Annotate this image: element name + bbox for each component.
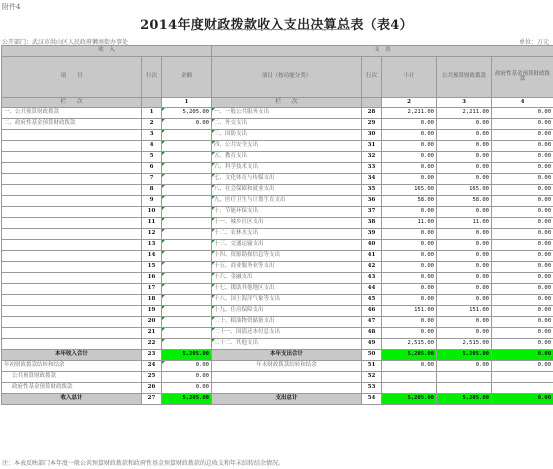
left-item — [2, 306, 142, 317]
table-row — [2, 207, 553, 218]
expense-item: 十八、国土海洋气象等支出 — [212, 295, 362, 306]
left-row-no: 6 — [142, 163, 162, 174]
expense-row-no: 29 — [362, 119, 382, 130]
expense-row-no: 48 — [362, 328, 382, 339]
sub2-no: 26 — [142, 383, 162, 394]
sub2-right-blank — [212, 383, 362, 394]
expense-row-no: 43 — [362, 273, 382, 284]
expense-general: 0.00 — [437, 328, 492, 339]
table-row — [2, 163, 553, 174]
expense-subtotal: 0.00 — [382, 328, 437, 339]
budget-table — [1, 45, 553, 405]
expense-subtotal: 58.00 — [382, 196, 437, 207]
expense-general: 0.00 — [437, 317, 492, 328]
end-balance-fund: 0.00 — [492, 361, 553, 372]
expense-fund: 0.00 — [492, 218, 553, 229]
expense-general: 165.00 — [437, 185, 492, 196]
end-balance-label: 年末财政拨款结转和结余 — [212, 361, 362, 372]
expense-row-no: 39 — [362, 229, 382, 240]
sub1-label: 公共预算财政拨款 — [2, 372, 142, 383]
expense-item: 十三、交通运输支出 — [212, 240, 362, 251]
grand-expense-fund: 0.00 — [492, 394, 553, 405]
table-row — [2, 284, 553, 295]
expense-total-label: 本年支出合计 — [212, 350, 362, 361]
left-row-no: 1 — [142, 108, 162, 119]
sub2-c2 — [382, 383, 437, 394]
col-num-1: 1 — [162, 98, 212, 108]
grand-expense-subtotal: 5,205.00 — [382, 394, 437, 405]
annex-label: 附件4 — [2, 3, 21, 11]
table-row — [2, 185, 553, 196]
expense-item: 十五、商业服务业等支出 — [212, 262, 362, 273]
expense-fund: 0.00 — [492, 295, 553, 306]
expense-subtotal: 0.00 — [382, 317, 437, 328]
exp-row-header: 行次 — [362, 57, 382, 98]
expense-general: 11.00 — [437, 218, 492, 229]
left-item — [2, 229, 142, 240]
expense-row-no: 37 — [362, 207, 382, 218]
expense-item: 五、教育支出 — [212, 152, 362, 163]
left-amount[interactable] — [162, 273, 212, 284]
table-row — [2, 328, 553, 339]
income-total-label: 本年收入合计 — [2, 350, 142, 361]
expense-row-no: 38 — [362, 218, 382, 229]
expense-subtotal: 0.00 — [382, 141, 437, 152]
expense-row-no: 47 — [362, 317, 382, 328]
left-item — [2, 284, 142, 295]
expense-general: 0.00 — [437, 251, 492, 262]
left-amount[interactable] — [162, 306, 212, 317]
expense-subtotal: 0.00 — [382, 262, 437, 273]
expense-general: 0.00 — [437, 174, 492, 185]
expense-item: 九、医疗卫生与计划生育支出 — [212, 196, 362, 207]
sub1-right-no: 52 — [362, 372, 382, 383]
expense-item: 十四、资源勘探信息等支出 — [212, 251, 362, 262]
left-item — [2, 251, 142, 262]
left-item — [2, 185, 142, 196]
grand-income-amount: 5,205.00 — [162, 394, 212, 405]
expense-fund: 0.00 — [492, 262, 553, 273]
left-row-no: 22 — [142, 339, 162, 350]
expense-fund: 0.00 — [492, 185, 553, 196]
left-row-no: 17 — [142, 284, 162, 295]
expense-row-no: 31 — [362, 141, 382, 152]
table-row — [2, 262, 553, 273]
amount-header: 金额 — [162, 57, 212, 98]
left-row-no: 20 — [142, 317, 162, 328]
sub2-amount[interactable]: 0.00 — [162, 383, 212, 394]
grand-expense-label: 支出总计 — [212, 394, 362, 405]
expense-subtotal: 0.00 — [382, 251, 437, 262]
expense-general: 0.00 — [437, 152, 492, 163]
grand-expense-no: 54 — [362, 394, 382, 405]
expense-subtotal: 0.00 — [382, 229, 437, 240]
expense-item: 二、外交支出 — [212, 119, 362, 130]
left-row-no: 9 — [142, 196, 162, 207]
income-total-amount: 5,205.00 — [162, 350, 212, 361]
left-item — [2, 273, 142, 284]
item-header: 项 目 — [2, 57, 142, 98]
table-row — [2, 306, 553, 317]
expense-total-general: 5,205.00 — [437, 350, 492, 361]
expense-item: 十六、金融支出 — [212, 273, 362, 284]
expense-total-no: 50 — [362, 350, 382, 361]
expense-fund: 0.00 — [492, 229, 553, 240]
general-budget-header: 公共预算财政拨款 — [437, 57, 492, 98]
expense-fund: 0.00 — [492, 196, 553, 207]
table-row — [2, 240, 553, 251]
left-item — [2, 339, 142, 350]
left-amount[interactable] — [162, 141, 212, 152]
table-row — [2, 119, 553, 130]
subtotal-header: 小计 — [382, 57, 437, 98]
sub2-label: 政府性基金预算财政拨款 — [2, 383, 142, 394]
expense-subtotal: 0.00 — [382, 207, 437, 218]
expense-general: 0.00 — [437, 284, 492, 295]
expense-item: 七、文化体育与传媒支出 — [212, 174, 362, 185]
expense-subtotal: 165.00 — [382, 185, 437, 196]
table-row — [2, 229, 553, 240]
col-label: 栏 次 — [2, 98, 142, 108]
income-total-no: 23 — [142, 350, 162, 361]
expense-general: 0.00 — [437, 130, 492, 141]
expense-item: 一、一般公共服务支出 — [212, 108, 362, 119]
carry-no: 24 — [142, 361, 162, 372]
sub2-c4 — [492, 383, 553, 394]
left-amount[interactable] — [162, 163, 212, 174]
expense-general: 2,211.00 — [437, 108, 492, 119]
expense-subtotal: 0.00 — [382, 273, 437, 284]
left-item — [2, 163, 142, 174]
left-amount[interactable] — [162, 284, 212, 295]
expense-fund: 0.00 — [492, 163, 553, 174]
expense-fund: 0.00 — [492, 251, 553, 262]
expense-general: 151.00 — [437, 306, 492, 317]
left-item — [2, 218, 142, 229]
left-row-no: 11 — [142, 218, 162, 229]
expense-row-no: 30 — [362, 130, 382, 141]
expense-row-no: 40 — [362, 240, 382, 251]
left-amount[interactable] — [162, 295, 212, 306]
expense-item: 十一、城乡社区支出 — [212, 218, 362, 229]
expense-subtotal: 0.00 — [382, 130, 437, 141]
expense-fund: 0.00 — [492, 284, 553, 295]
expense-fund: 0.00 — [492, 141, 553, 152]
expense-row-no: 46 — [362, 306, 382, 317]
grand-income-no: 27 — [142, 394, 162, 405]
table-row — [2, 317, 553, 328]
col-num-4: 4 — [492, 98, 553, 108]
left-row-no: 4 — [142, 141, 162, 152]
left-item — [2, 317, 142, 328]
expense-fund: 0.00 — [492, 240, 553, 251]
sub1-c3 — [437, 372, 492, 383]
left-row-no: 12 — [142, 229, 162, 240]
left-row-no: 8 — [142, 185, 162, 196]
left-row-no: 5 — [142, 152, 162, 163]
table-row — [2, 108, 553, 119]
left-item — [2, 240, 142, 251]
sub2-c3 — [437, 383, 492, 394]
table-row — [2, 218, 553, 229]
expense-item: 二十一、国债还本付息支出 — [212, 328, 362, 339]
end-balance-no: 51 — [362, 361, 382, 372]
table-row — [2, 339, 553, 350]
expense-subtotal: 0.00 — [382, 240, 437, 251]
page-title: 2014年度财政拨款收入支出决算总表（表4） — [140, 18, 413, 33]
expense-subtotal: 0.00 — [382, 152, 437, 163]
table-row — [2, 273, 553, 284]
expense-row-no: 32 — [362, 152, 382, 163]
expense-fund: 0.00 — [492, 108, 553, 119]
expense-total-fund: 0.00 — [492, 350, 553, 361]
left-row-no: 21 — [142, 328, 162, 339]
expense-general: 0.00 — [437, 240, 492, 251]
fund-budget-header: 政府性基金预算财政拨款 — [492, 57, 553, 98]
left-amount[interactable] — [162, 196, 212, 207]
expense-fund: 0.00 — [492, 174, 553, 185]
expense-fund: 0.00 — [492, 119, 553, 130]
expense-general: 0.00 — [437, 262, 492, 273]
left-row-no: 3 — [142, 130, 162, 141]
left-row-no: 18 — [142, 295, 162, 306]
expense-row-no: 44 — [362, 284, 382, 295]
left-item — [2, 174, 142, 185]
grand-income-label: 收入总计 — [2, 394, 142, 405]
expense-row-no: 41 — [362, 251, 382, 262]
sub1-amount[interactable]: 0.00 — [162, 372, 212, 383]
left-row-no: 10 — [142, 207, 162, 218]
expense-total-subtotal: 5,205.00 — [382, 350, 437, 361]
expense-subtotal: 0.00 — [382, 284, 437, 295]
expense-fund: 0.00 — [492, 207, 553, 218]
expense-fund: 0.00 — [492, 130, 553, 141]
expense-subtotal: 2,515.00 — [382, 339, 437, 350]
expense-item: 十七、援助其他地区支出 — [212, 284, 362, 295]
expense-item: 四、公共安全支出 — [212, 141, 362, 152]
expense-fund: 0.00 — [492, 339, 553, 350]
left-amount[interactable] — [162, 174, 212, 185]
col-blank — [142, 98, 162, 108]
left-amount[interactable] — [162, 339, 212, 350]
col-blank-2 — [362, 98, 382, 108]
table-row — [2, 130, 553, 141]
left-item — [2, 196, 142, 207]
expense-fund: 0.00 — [492, 328, 553, 339]
expense-row-no: 34 — [362, 174, 382, 185]
col-num-2: 2 — [382, 98, 437, 108]
left-amount[interactable] — [162, 229, 212, 240]
expense-general: 0.00 — [437, 141, 492, 152]
expense-general: 0.00 — [437, 163, 492, 174]
table-row — [2, 196, 553, 207]
expense-row-no: 36 — [362, 196, 382, 207]
expense-subtotal: 2,211.00 — [382, 108, 437, 119]
left-item — [2, 328, 142, 339]
left-row-no: 19 — [142, 306, 162, 317]
expense-row-no: 49 — [362, 339, 382, 350]
expense-row-no: 35 — [362, 185, 382, 196]
left-row-no: 15 — [142, 262, 162, 273]
expense-general: 0.00 — [437, 273, 492, 284]
left-amount[interactable] — [162, 262, 212, 273]
expense-row-no: 33 — [362, 163, 382, 174]
expense-subtotal: 151.00 — [382, 306, 437, 317]
income-header: 收 入 — [2, 46, 212, 57]
left-amount[interactable] — [162, 317, 212, 328]
sub1-c4 — [492, 372, 553, 383]
grand-expense-general: 5,205.00 — [437, 394, 492, 405]
expense-general: 0.00 — [437, 119, 492, 130]
left-item — [2, 141, 142, 152]
expense-subtotal: 0.00 — [382, 174, 437, 185]
left-item — [2, 295, 142, 306]
left-row-no: 13 — [142, 240, 162, 251]
left-item: 一、公共预算财政拨款 — [2, 108, 142, 119]
table-row — [2, 152, 553, 163]
expense-fund: 0.00 — [492, 273, 553, 284]
left-amount[interactable] — [162, 328, 212, 339]
table-row — [2, 295, 553, 306]
expense-subtotal: 0.00 — [382, 295, 437, 306]
left-row-no: 7 — [142, 174, 162, 185]
left-amount[interactable] — [162, 218, 212, 229]
left-row-no: 14 — [142, 251, 162, 262]
end-balance-subtotal: 0.00 — [382, 361, 437, 372]
sub1-c2 — [382, 372, 437, 383]
left-amount[interactable] — [162, 207, 212, 218]
left-item — [2, 207, 142, 218]
expense-general: 0.00 — [437, 229, 492, 240]
expense-row-no: 42 — [362, 262, 382, 273]
expense-item: 六、科学技术支出 — [212, 163, 362, 174]
left-item — [2, 152, 142, 163]
col-label-2: 栏 次 — [212, 98, 362, 108]
expense-item: 二十二、其他支出 — [212, 339, 362, 350]
carry-label: 年初财政拨款结转和结余 — [2, 361, 142, 372]
left-item: 二、政府性基金预算财政拨款 — [2, 119, 142, 130]
left-amount[interactable] — [162, 251, 212, 262]
left-amount[interactable]: 0.00 — [162, 119, 212, 130]
carry-amount[interactable]: 0.00 — [162, 361, 212, 372]
left-item — [2, 130, 142, 141]
expense-item: 八、社会保障和就业支出 — [212, 185, 362, 196]
left-amount[interactable] — [162, 130, 212, 141]
footnote: 注：本表反映部门本年度一般公共预算财政拨款和政府性基金预算财政拨款的总收支和年末结转结余情况。 — [2, 460, 285, 467]
currency-unit: 单位：万元 — [518, 39, 549, 46]
expense-item: 十二、农林水支出 — [212, 229, 362, 240]
expense-general: 58.00 — [437, 196, 492, 207]
expense-row-no: 45 — [362, 295, 382, 306]
exp-item-header: 项目（按功能分类） — [212, 57, 362, 98]
title-underline — [210, 29, 350, 30]
expense-header: 支 出 — [212, 46, 553, 57]
expense-general: 0.00 — [437, 295, 492, 306]
unit-name: 武汉市洪山区人民政府狮南街办事处 — [32, 39, 129, 46]
expense-subtotal: 0.00 — [382, 119, 437, 130]
table-row — [2, 251, 553, 262]
table-row — [2, 141, 553, 152]
left-amount[interactable]: 5,205.00 — [162, 108, 212, 119]
col-num-3: 3 — [437, 98, 492, 108]
table-row — [2, 174, 553, 185]
left-amount[interactable] — [162, 240, 212, 251]
sub1-right-blank — [212, 372, 362, 383]
row-no-header: 行次 — [142, 57, 162, 98]
unit-label: 公开部门： — [2, 39, 33, 46]
expense-fund: 0.00 — [492, 306, 553, 317]
expense-fund: 0.00 — [492, 152, 553, 163]
expense-item: 十九、住房保障支出 — [212, 306, 362, 317]
expense-row-no: 28 — [362, 108, 382, 119]
left-amount[interactable] — [162, 152, 212, 163]
left-amount[interactable] — [162, 185, 212, 196]
left-row-no: 2 — [142, 119, 162, 130]
expense-general: 0.00 — [437, 207, 492, 218]
expense-item: 十、节能环保支出 — [212, 207, 362, 218]
expense-subtotal: 0.00 — [382, 163, 437, 174]
expense-item: 二十、粮油物资储备支出 — [212, 317, 362, 328]
expense-item: 三、国防支出 — [212, 130, 362, 141]
left-item — [2, 262, 142, 273]
expense-subtotal: 11.00 — [382, 218, 437, 229]
expense-fund: 0.00 — [492, 317, 553, 328]
end-balance-general: 0.00 — [437, 361, 492, 372]
expense-general: 2,515.00 — [437, 339, 492, 350]
left-row-no: 16 — [142, 273, 162, 284]
sub2-right-no: 53 — [362, 383, 382, 394]
sub1-no: 25 — [142, 372, 162, 383]
